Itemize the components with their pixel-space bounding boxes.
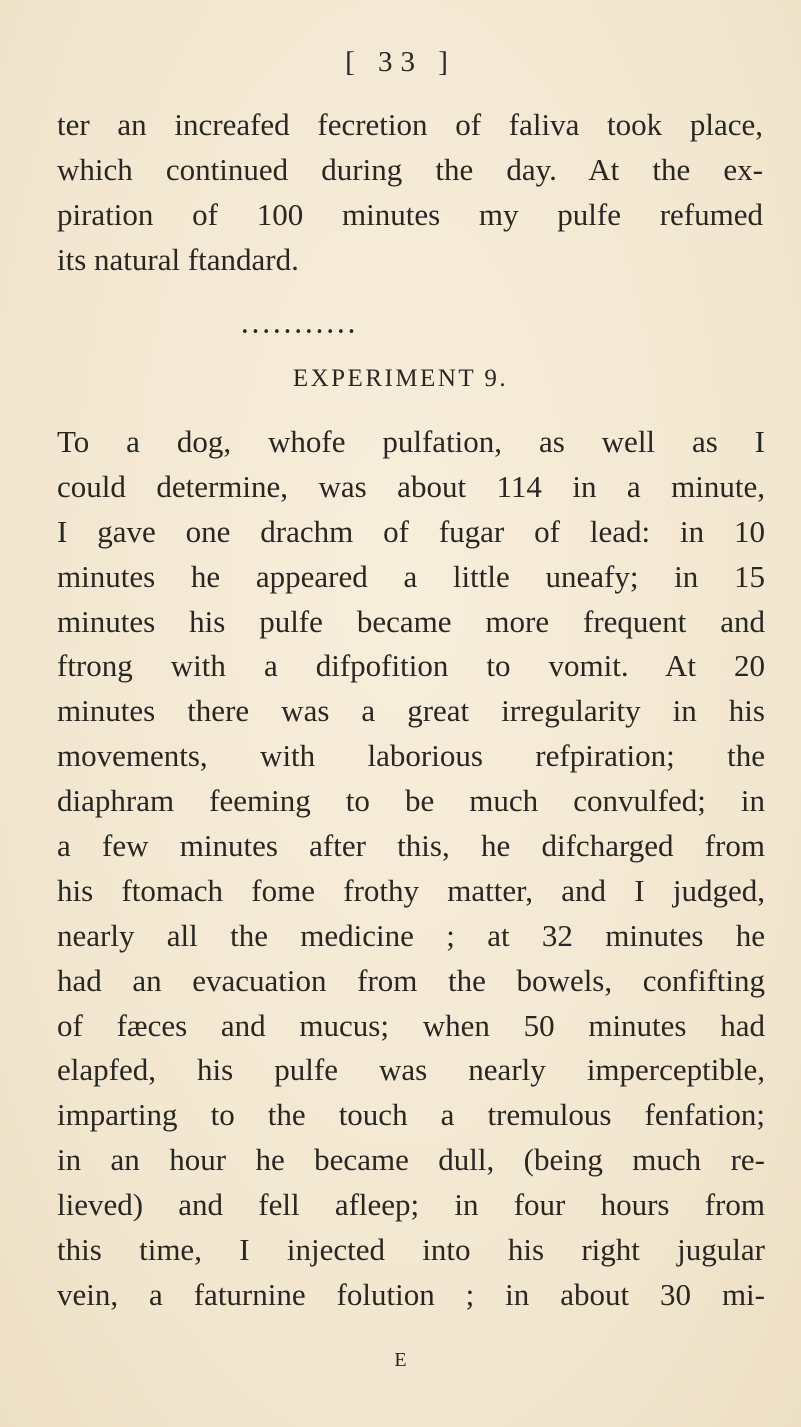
text-line: a few minutes after this, he difcharged from: [57, 828, 765, 864]
experiment-paragraph: [57, 420, 765, 1318]
text-line: his ftomach fome frothy matter, and I judged,: [57, 872, 765, 908]
text-line: vein, a faturnine folution ; in about 30 mi-: [57, 1276, 765, 1312]
text-line: imparting to the touch a tremulous fenfation;: [57, 1097, 765, 1133]
text-line: diaphram feeming to be much convulfed; in: [57, 783, 765, 819]
text-line: this time, I injected into his right jugular: [57, 1232, 765, 1268]
text-line: its natural ftandard.: [57, 242, 299, 278]
text-line: ftrong with a difpofition to vomit. At 20: [57, 648, 765, 684]
section-heading: EXPERIMENT 9.: [292, 365, 509, 392]
opening-paragraph: [57, 102, 763, 282]
text-line: ter an increafed fecretion of faliva took place,: [57, 107, 763, 142]
text-line: movements, with laborious refpiration; the: [57, 738, 765, 774]
section-divider-ornament: •••••••••••: [241, 325, 359, 340]
text-line: had an evacuation from the bowels, confifting: [57, 962, 765, 998]
text-line: minutes he appeared a little uneafy; in 15: [57, 558, 765, 594]
text-line: of fæces and mucus; when 50 minutes had: [57, 1007, 765, 1043]
text-line: could determine, was about 114 in a minute,: [57, 468, 765, 504]
text-line: which continued during the day. At the ex-: [57, 152, 763, 188]
text-line: To a dog, whofe pulfation, as well as I: [57, 424, 765, 459]
text-line: nearly all the medicine ; at 32 minutes he: [57, 917, 765, 953]
text-line: minutes there was a great irregularity in his: [57, 693, 765, 729]
text-line: in an hour he became dull, (being much re-: [57, 1142, 765, 1178]
text-line: minutes his pulfe became more frequent and: [57, 603, 765, 639]
text-line: elapfed, his pulfe was nearly imperceptible,: [57, 1052, 765, 1088]
text-line: piration of 100 minutes my pulfe refumed: [57, 197, 763, 233]
page-number-header: [ 33 ]: [345, 46, 456, 78]
signature-mark: E: [394, 1349, 407, 1371]
text-line: lieved) and fell afleep; in four hours from: [57, 1187, 765, 1223]
text-line: I gave one drachm of fugar of lead: in 10: [57, 513, 765, 549]
